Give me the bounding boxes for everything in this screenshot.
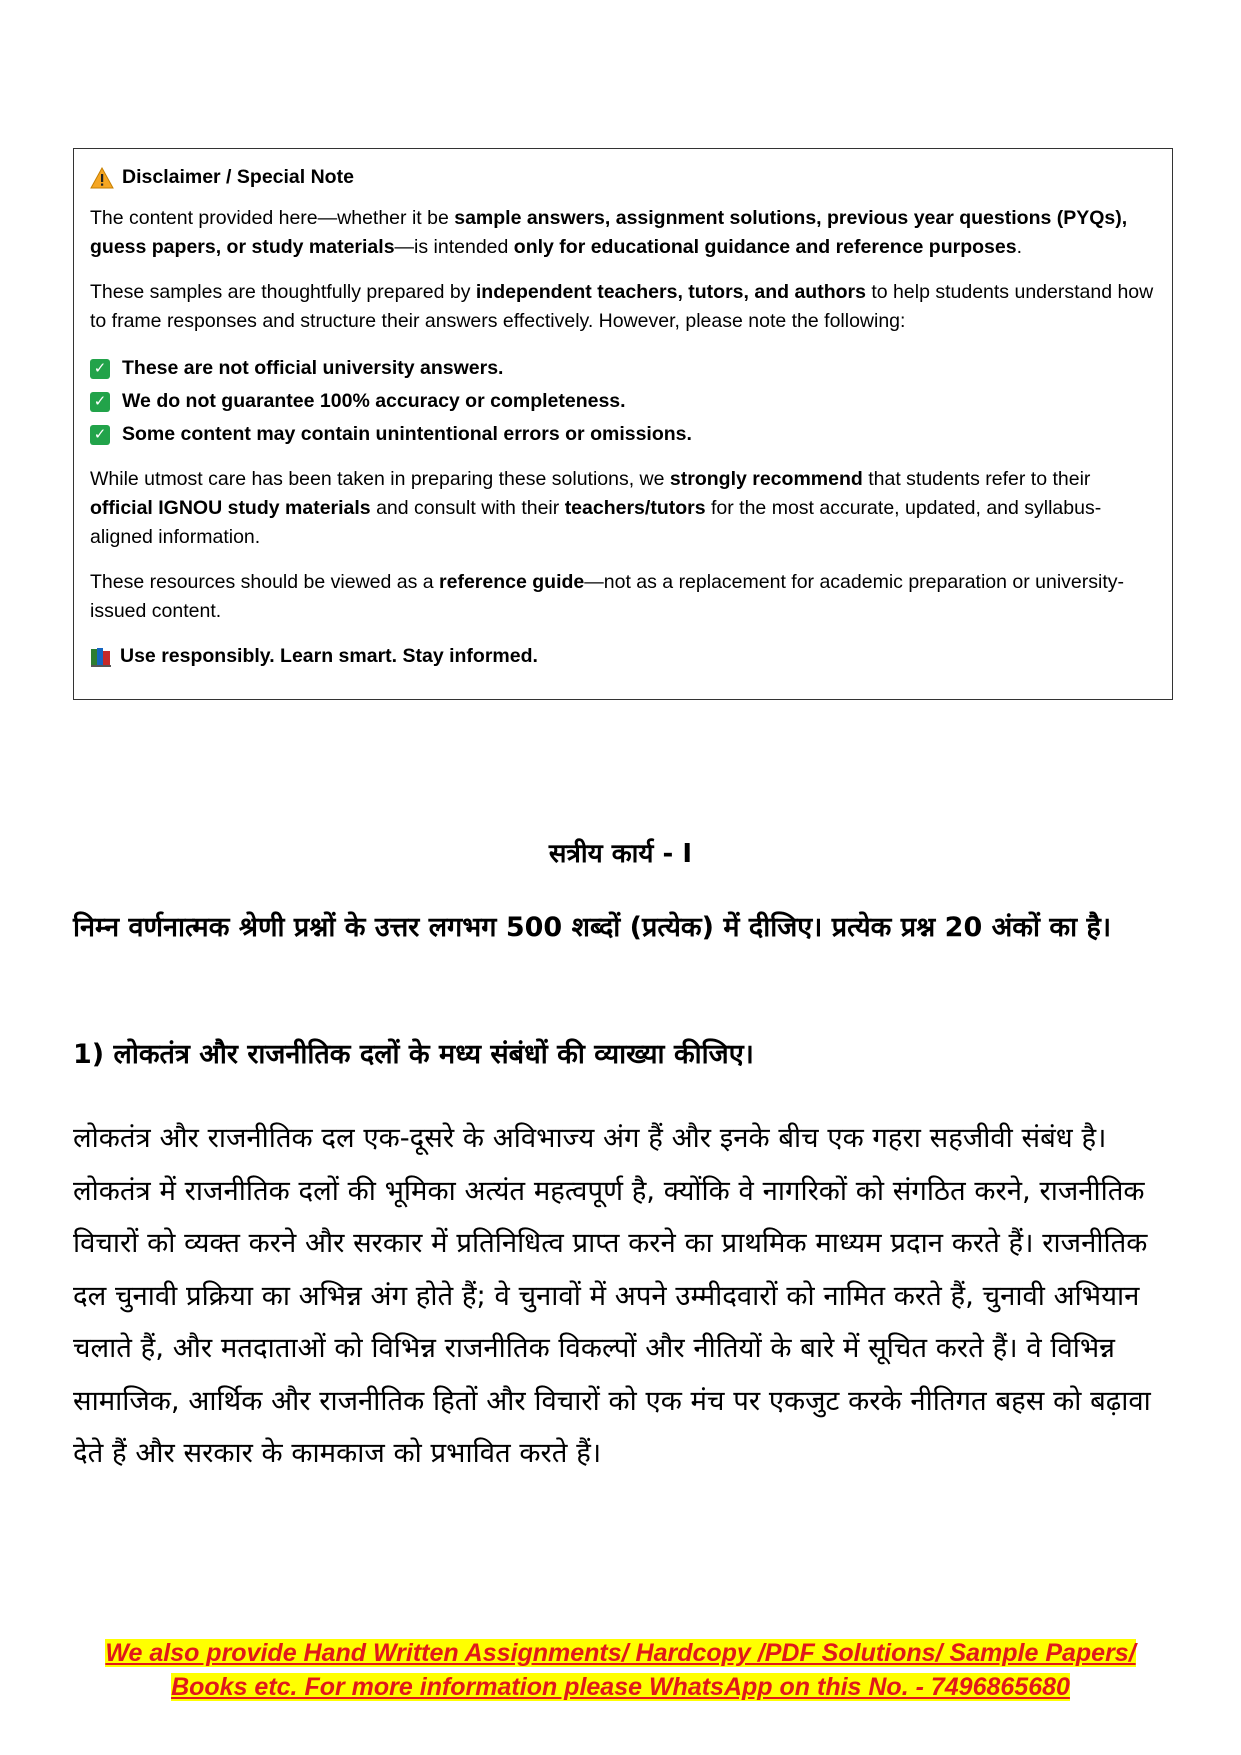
checklist-item [90, 418, 1156, 451]
text-segment: —not as a replacement for academic preparation or university-issued content. [90, 571, 1125, 622]
text-segment: reference guide [439, 571, 585, 593]
text-segment: sample answers, assignment solutions, previous year questions (PYQs), guess papers, or study materials [90, 207, 1128, 258]
disclaimer-footer-row [90, 642, 1156, 671]
text-segment: While utmost care has been taken in preparing these solutions, we [90, 468, 670, 490]
text-segment: and consult with their [370, 497, 565, 519]
disclaimer-paragraph-3 [90, 465, 1156, 552]
disclaimer-checklist [90, 352, 1156, 451]
checklist-item-text: These are not official university answers. [122, 357, 504, 379]
disclaimer-footer: Use responsibly. Learn smart. Stay informed. [120, 645, 538, 667]
disclaimer-title-row [90, 163, 1156, 192]
answer-paragraph: लोकतंत्र और राजनीतिक दल एक-दूसरे के अविभाज्य अंग हैं और इनके बीच एक गहरा सहजीवी संबंध है। लोकतंत्र में राजनीतिक दलों की भूमिका अत्यंत महत्वपूर्ण है, क्योंकि वे नागरिकों को संगठित करने, राजनीतिक विचारों को व्यक्त करने और सरकार में प्रतिनिधित्व प्राप्त करने का प्राथमिक माध्यम प्रदान करते हैं। राजनीतिक दल चुनावी प्रक्रिया का अभिन्न अंग होते हैं; वे चुनावों में अपने उम्मीदवारों को नामित करते हैं, चुनावी अभियान चलाते हैं, और मतदाताओं को विभिन्न राजनीतिक विकल्पों और नीतियों के बारे में सूचित करते हैं। वे विभिन्न सामाजिक, आर्थिक और राजनीतिक हितों और विचारों को एक मंच पर एकजुट करके नीतिगत बहस को बढ़ावा देते हैं और सरकार के कामकाज को प्रभावित करते हैं। [73, 1122, 1151, 1469]
text-segment: The content provided here—whether it be [90, 207, 455, 229]
warning-icon [90, 167, 114, 189]
text-segment: to help students understand how to frame responses and structure their answers effectively. However, please note the following: [90, 281, 1154, 332]
disclaimer-title: Disclaimer / Special Note [122, 166, 354, 188]
text-segment: only for educational guidance and reference purposes [513, 236, 1017, 258]
text-segment: These resources should be viewed as a [90, 571, 440, 593]
text-segment: independent teachers, tutors, and authors [475, 281, 866, 303]
section-heading: सत्रीय कार्य - I [548, 839, 693, 869]
disclaimer-paragraph-2 [90, 278, 1156, 336]
text-segment: for the most accurate, updated, and syllabus-aligned information. [90, 497, 1102, 548]
text-segment: official IGNOU study materials [90, 497, 371, 519]
disclaimer-box [73, 148, 1173, 700]
text-segment: that students refer to their [862, 468, 1091, 490]
checklist-item [90, 352, 1156, 385]
text-segment: strongly recommend [669, 468, 863, 490]
checkmark-icon: ✓ [90, 392, 110, 412]
instruction-text: निम्न वर्णनात्मक श्रेणी प्रश्नों के उत्तर लगभग 500 शब्दों (प्रत्येक) में दीजिए। प्रत्येक प्रश्न 20 अंकों का है। [73, 912, 1112, 943]
books-icon [90, 646, 112, 668]
text-segment: —is intended [394, 236, 514, 258]
text-segment: . [1016, 236, 1023, 258]
checkmark-icon: ✓ [90, 359, 110, 379]
question-1: 1) लोकतंत्र और राजनीतिक दलों के मध्य संबंधों की व्याख्या कीजिए। [73, 1039, 754, 1070]
checkmark-icon: ✓ [90, 425, 110, 445]
disclaimer-paragraph-4 [90, 568, 1156, 626]
checklist-item-text: Some content may contain unintentional errors or omissions. [122, 423, 692, 445]
text-segment: These samples are thoughtfully prepared by [90, 281, 476, 303]
promo-line-2: Books etc. For more information please WhatsApp on this No. - 7496865680 [171, 1673, 1070, 1701]
promo-line-1: We also provide Hand Written Assignments/ Hardcopy /PDF Solutions/ Sample Papers/ [105, 1639, 1136, 1667]
checklist-item-text: We do not guarantee 100% accuracy or completeness. [122, 390, 626, 412]
text-segment: teachers/tutors [564, 497, 706, 519]
disclaimer-paragraph-1 [90, 204, 1156, 262]
promo-banner [0, 1636, 1241, 1704]
checklist-item [90, 385, 1156, 418]
